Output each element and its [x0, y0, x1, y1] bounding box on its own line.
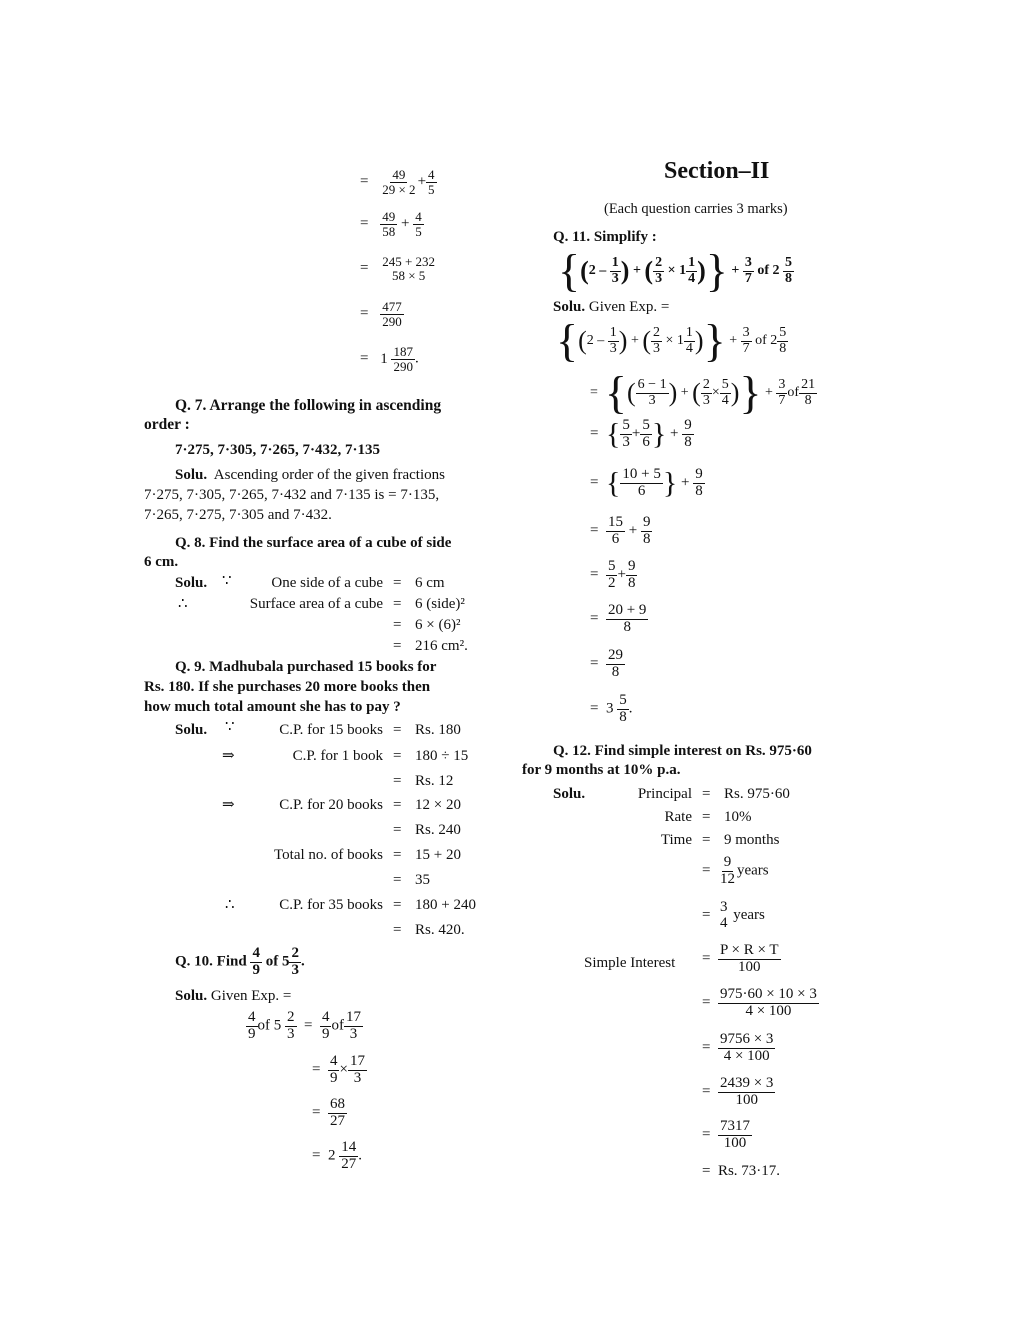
q8-row2-eq: = — [393, 596, 402, 612]
q9-row1-eq: = — [393, 722, 402, 738]
principal-label: Principal — [637, 786, 692, 802]
q9-row1-value: Rs. 180 — [415, 722, 461, 738]
q11-solution-line2: = {( $\frac{6 - 1}{3}$ ) + ( $\frac{2}{3}$ × $\frac{5}{4}$ )} + $\frac{3}{7}$ of $\frac{21}{8}$ — [590, 367, 816, 418]
q11-solution-line8: = $\frac{29}{8}$ — [590, 647, 623, 680]
q8-row4-value: 216 cm². — [415, 638, 468, 654]
q10-question: Q. 10. Find $\frac{4}{9}$ of 5 $\frac{2}{3}$ . — [175, 945, 305, 978]
q9-row7-eq: = — [393, 872, 402, 888]
q9-row6-value: 15 + 20 — [415, 847, 461, 863]
q8-question-line2: 6 cm. — [144, 554, 179, 570]
q9-row9-value: Rs. 420. — [415, 922, 465, 938]
q9-row2-label: C.P. for 1 book — [292, 748, 383, 764]
implies-symbol: ⇒ — [222, 797, 235, 813]
q8-row4-eq: = — [393, 638, 402, 654]
rate-eq: = — [702, 809, 711, 825]
q11-solution-line9: = 3 $\frac{5}{8}$ . — [590, 692, 633, 725]
q11-solution-line7: = $\frac{20 + 9}{8}$ — [590, 602, 647, 635]
time-eq: = — [702, 832, 711, 848]
q9-solution-label: Solu. — [175, 722, 208, 738]
q12-question-line1: Q. 12. Find simple interest on Rs. 975·60 — [553, 743, 812, 759]
q6-line5: = 1 $\frac{187}{290}$ . — [360, 344, 419, 374]
q9-row9-eq: = — [393, 922, 402, 938]
section-note: (Each question carries 3 marks) — [604, 201, 788, 217]
q9-row5-value: Rs. 240 — [415, 822, 461, 838]
time-label: Time — [660, 832, 692, 848]
q9-row6-label: Total no. of books — [274, 847, 383, 863]
q8-row2-value: 6 (side)² — [415, 596, 465, 612]
q7-solution-line1: Solu. Ascending order of the given fractions — [175, 467, 445, 483]
q11-question: Q. 11. Simplify : — [553, 229, 657, 245]
q10-solution-label: Solu. Given Exp. = — [175, 988, 292, 1004]
q8-row1-label: One side of a cube — [271, 575, 383, 591]
si-step1: = $\frac{975\cdot 60 \times 10 \times 3}{4 \times 100}$ — [702, 986, 817, 1019]
q9-row8-label: C.P. for 35 books — [279, 897, 383, 913]
q9-row7-value: 35 — [415, 872, 430, 888]
q7-question-line2: order : — [144, 416, 190, 433]
q7-numbers: 7·275, 7·305, 7·265, 7·432, 7·135 — [175, 442, 381, 458]
therefore-symbol: ∴ — [225, 897, 235, 913]
because-symbol: ∵ — [222, 573, 232, 589]
because-symbol: ∵ — [225, 719, 235, 735]
q9-row8-value: 180 + 240 — [415, 897, 476, 913]
q8-solution-label: Solu. — [175, 575, 208, 591]
q7-question-line1: Q. 7. Arrange the following in ascending — [175, 397, 442, 414]
q11-expression: {(2 – $\frac{1}{3}$ ) + ( $\frac{2}{3}$ × 1 $\frac{1}{4}$ )} + $\frac{3}{7}$ of 2 $\frac{5}{8}$ — [558, 245, 792, 296]
q12-question-line2: for 9 months at 10% p.a. — [522, 762, 681, 778]
q9-row1-label: C.P. for 15 books — [279, 722, 383, 738]
q12-solution-label: Solu. — [553, 786, 586, 802]
q9-question-line1: Q. 9. Madhubala purchased 15 books for — [175, 659, 437, 675]
q9-row3-value: Rs. 12 — [415, 773, 454, 789]
si-step2: = $\frac{9756 \times 3}{4 \times 100}$ — [702, 1031, 774, 1064]
q6-line4: = $\frac{477}{290}$ — [360, 299, 402, 329]
implies-symbol: ⇒ — [222, 748, 235, 764]
q9-question-line2: Rs. 180. If she purchases 20 more books then — [144, 679, 431, 695]
q10-line4: = 2 $\frac{14}{27}$ . — [312, 1139, 362, 1172]
q7-solution-line3: 7·265, 7·275, 7·305 and 7·432. — [144, 507, 332, 523]
q8-row3-eq: = — [393, 617, 402, 633]
q9-row3-eq: = — [393, 773, 402, 789]
q8-row1-value: 6 cm — [415, 575, 445, 591]
q9-row4-label: C.P. for 20 books — [279, 797, 383, 813]
q9-row5-eq: = — [393, 822, 402, 838]
q9-row2-eq: = — [393, 748, 402, 764]
q9-question-line3: how much total amount she has to pay ? — [144, 699, 401, 715]
si-step3: = $\frac{2439 \times 3}{100}$ — [702, 1075, 774, 1108]
time-value: 9 months — [724, 832, 780, 848]
q8-row3-value: 6 × (6)² — [415, 617, 461, 633]
q11-solution-line6: = $\frac{5}{2}$ + $\frac{9}{8}$ — [590, 558, 636, 591]
q9-row8-eq: = — [393, 897, 402, 913]
si-result: = Rs. 73·17. — [702, 1163, 781, 1179]
si-formula: = $\frac{P \times R \times T}{100}$ — [702, 942, 779, 975]
q9-row4-value: 12 × 20 — [415, 797, 461, 813]
q8-question-line1: Q. 8. Find the surface area of a cube of side — [175, 535, 452, 551]
time-years-line1: = $\frac{9}{12}$ years — [702, 854, 769, 887]
simple-interest-label: Simple Interest — [584, 955, 676, 971]
q9-row4-eq: = — [393, 797, 402, 813]
q9-row6-eq: = — [393, 847, 402, 863]
principal-value: Rs. 975·60 — [724, 786, 790, 802]
rate-value: 10% — [724, 809, 752, 825]
q10-line2: = $\frac{4}{9}$ × $\frac{17}{3}$ — [312, 1053, 365, 1086]
q6-line2: = $\frac{49}{58}$ + $\frac{4}{5}$ — [360, 209, 422, 239]
q11-solution-label: Solu. Given Exp. = — [553, 299, 670, 315]
q11-solution-line3: = { $\frac{5}{3}$ + $\frac{5}{6}$ } + $\frac{9}{8}$ — [590, 417, 692, 451]
q6-line1: = $\frac{49}{29 \times 2}$ + $\frac{4}{5}$ — [360, 167, 435, 197]
q8-row2-label: Surface area of a cube — [249, 596, 383, 612]
therefore-symbol: ∴ — [178, 596, 188, 612]
q7-solution-line2: 7·275, 7·305, 7·265, 7·432 and 7·135 is = 7·135, — [144, 487, 440, 503]
q8-row1-eq: = — [393, 575, 402, 591]
si-step4: = $\frac{7317}{100}$ — [702, 1118, 750, 1151]
time-years-line2: = 3 4 years — [702, 899, 765, 931]
q9-row2-value: 180 ÷ 15 — [415, 748, 469, 764]
q11-solution-line1: {(2 – $\frac{1}{3}$ ) + ( $\frac{2}{3}$ × 1 $\frac{1}{4}$ )} + $\frac{3}{7}$ of 2 $\frac{5}{8}$ — [556, 315, 787, 366]
q6-line3: = 245 + 232 58 × 5 — [360, 254, 436, 283]
principal-eq: = — [702, 786, 711, 802]
rate-label: Rate — [664, 809, 692, 825]
q10-line3: = $\frac{68}{27}$ — [312, 1096, 345, 1129]
section-title: Section–II — [664, 158, 770, 184]
q10-line1: $\frac{4}{9}$ of 5 $\frac{2}{3}$ = $\frac{4}{9}$ of $\frac{17}{3}$ — [248, 1009, 361, 1042]
q11-solution-line5: = $\frac{15}{6}$ + $\frac{9}{8}$ — [590, 514, 651, 547]
q11-solution-line4: = { $\frac{10 + 5}{6}$ } + $\frac{9}{8}$ — [590, 466, 703, 500]
